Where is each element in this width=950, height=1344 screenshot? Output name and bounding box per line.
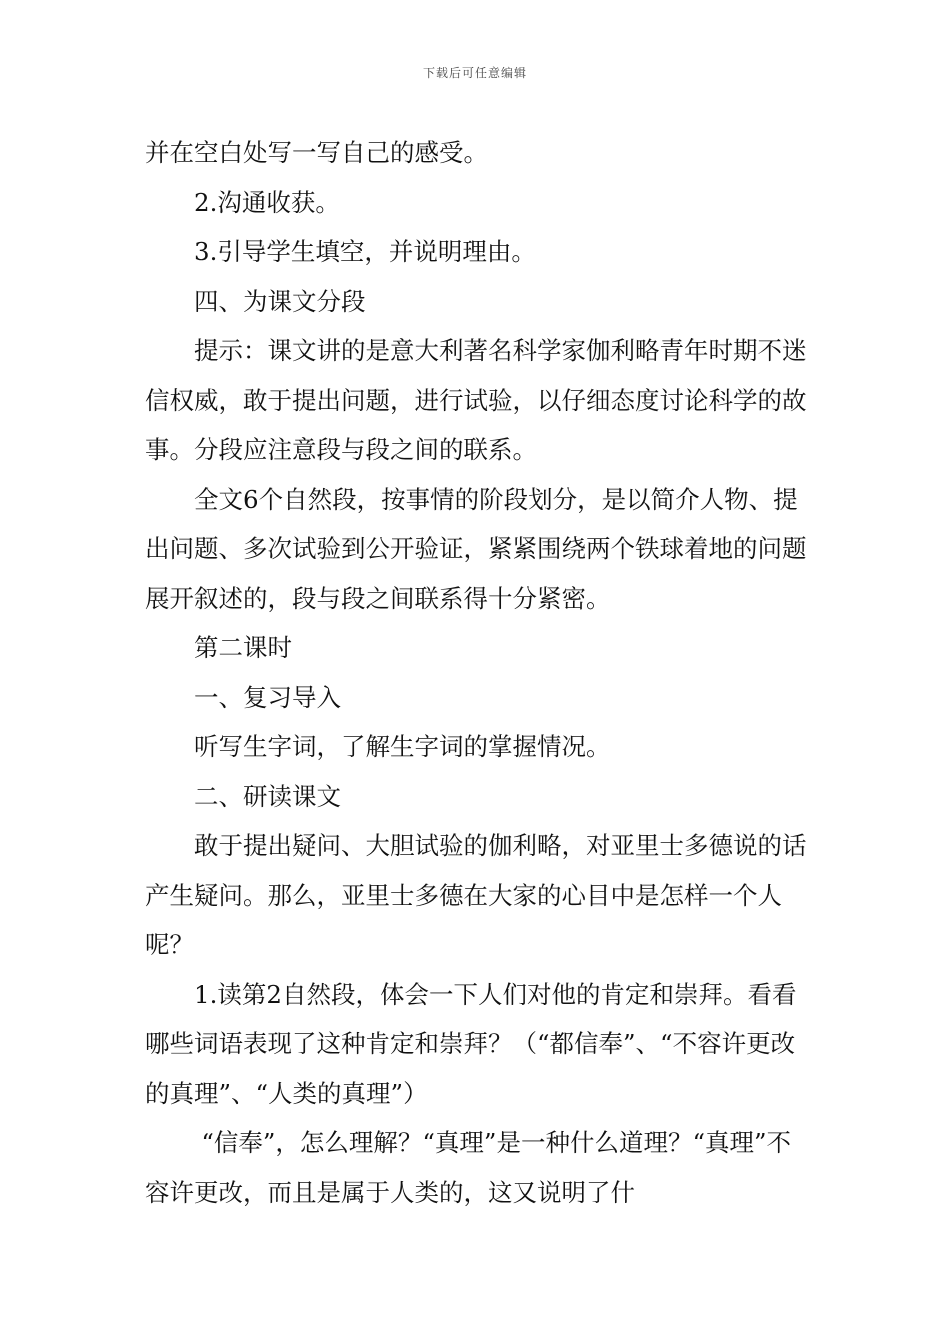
paragraph-item-2: 2.沟通收获。 [194,187,340,217]
section-heading-study: 二、研读课文 [194,781,341,811]
paragraph-discussion: “信奉”，怎么理解？“真理”是一种什么道理？“真理”不容许更改，而且是属于人类的，这又说明了什 [145,1128,791,1207]
paragraph-item-3: 3.引导学生填空，并说明理由。 [194,237,536,266]
paragraph-hint: 提示：课文讲的是意大利著名科学家伽利略青年时期不迷信权威，敢于提出问题，进行试验，以仔细态度讨论科学的故事。分段应注意段与段之间的联系。 [145,336,807,464]
page-header: 下载后可任意编辑 [422,66,527,80]
document-body [145,128,810,1217]
paragraph-continuation: 并在空白处写一写自己的感受。 [145,138,488,167]
section-heading-review: 一、复习导入 [194,682,341,712]
paragraph-dictation: 听写生字词，了解生字词的掌握情况。 [194,732,611,761]
paragraph-question: 敢于提出疑问、大胆试验的伽利略，对亚里士多德说的话产生疑问。那么，亚里士多德在大家的心目中是怎样一个人呢？ [145,831,807,959]
lesson-heading-2: 第二课时 [194,633,292,662]
paragraph-item-1: 1.读第2自然段，体会一下人们对他的肯定和崇拜。看看哪些词语表现了这种肯定和崇拜？（“都信奉”、“不容许更改的真理”、“人类的真理”） [145,979,797,1108]
paragraph-structure: 全文6个自然段，按事情的阶段划分，是以简介人物、提出问题、多次试验到公开验证，紧紧围绕两个铁球着地的问题展开叙述的，段与段之间联系得十分紧密。 [145,484,807,613]
section-heading-4: 四、为课文分段 [194,286,366,316]
